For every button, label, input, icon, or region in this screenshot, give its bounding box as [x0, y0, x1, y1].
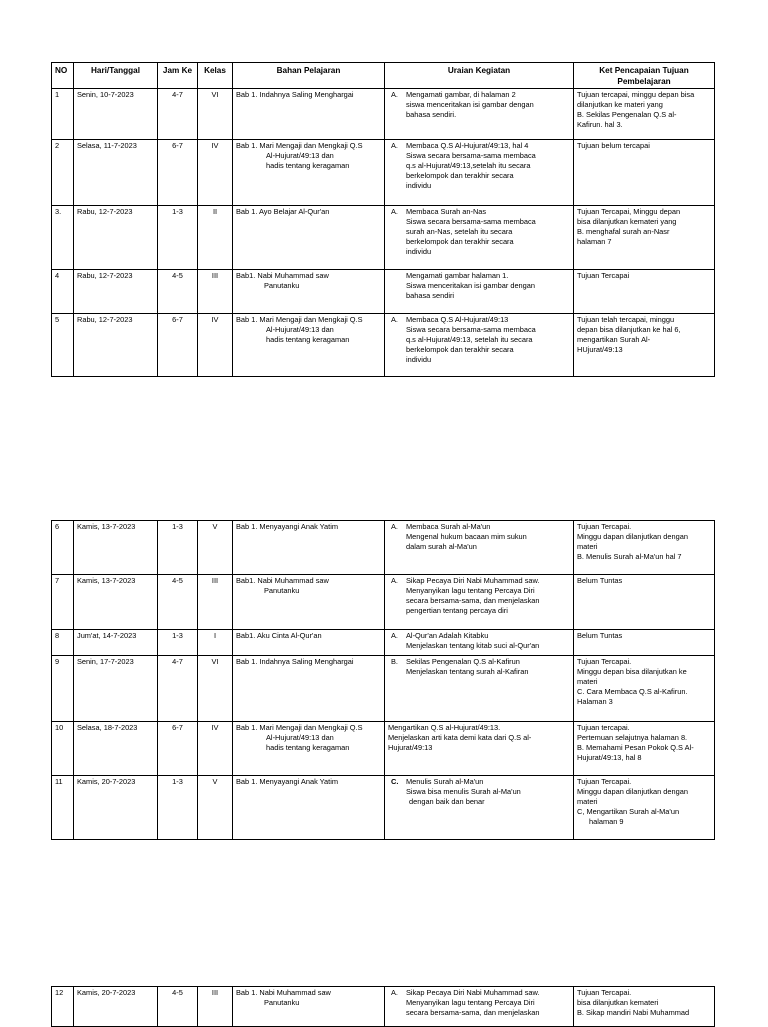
bahan-line: Panutanku	[264, 281, 300, 290]
uraian-line: Siswa menceritakan isi gambar dengan	[406, 281, 535, 290]
cell-kelas: IV	[198, 314, 233, 377]
header-hari-tanggal: Hari/Tanggal	[74, 63, 158, 89]
ket-line: Minggu depan bisa dilanjutkan ke	[577, 667, 687, 676]
uraian-line: dalam surah al-Ma'un	[406, 542, 477, 551]
cell-bahan	[233, 575, 385, 630]
uraian-marker: A.	[391, 576, 398, 585]
cell-ket	[574, 575, 715, 630]
cell-uraian	[385, 776, 574, 840]
uraian-marker: A.	[391, 141, 398, 150]
uraian-marker: A.	[391, 207, 398, 216]
cell-kelas: IV	[198, 722, 233, 776]
cell-kelas: II	[198, 206, 233, 270]
ket-line: materi	[577, 542, 598, 551]
bahan-line: Bab 1. Menyayangi Anak Yatim	[236, 522, 339, 531]
uraian-line: Menjelaskan tentang kitab suci al-Qur'an	[406, 641, 540, 650]
cell-bahan	[233, 89, 385, 140]
cell-jam: 1-3	[158, 630, 198, 656]
bahan-line: Bab 1. Nabi Muhammad saw	[236, 988, 331, 997]
table-row	[52, 521, 715, 575]
header-kelas: Kelas	[198, 63, 233, 89]
uraian-line: Menyanyikan lagu tentang Percaya Diri	[406, 998, 535, 1007]
uraian-marker	[388, 271, 406, 301]
uraian-line: individu	[406, 247, 432, 256]
uraian-line: berkelompok dan terakhir secara	[406, 345, 514, 354]
bahan-line: Al-Hujurat/49:13 dan	[266, 325, 334, 334]
ket-line: Halaman 3	[577, 697, 613, 706]
table-row	[52, 630, 715, 656]
cell-jam: 4-7	[158, 89, 198, 140]
table-row	[52, 722, 715, 776]
bahan-line: Bab 1. Indahnya Saling Menghargai	[236, 657, 354, 666]
cell-no: 6	[52, 521, 74, 575]
cell-no: 2	[52, 140, 74, 206]
cell-jam: 4-7	[158, 656, 198, 722]
uraian-line: Sikap Pecaya Diri Nabi Muhammad saw.	[406, 988, 540, 997]
cell-bahan	[233, 630, 385, 656]
ket-line: B. Sekilas Pengenalan Q.S al-	[577, 110, 677, 119]
bahan-line: Bab1. Aku Cinta Al-Qur'an	[236, 631, 322, 640]
cell-ket	[574, 987, 715, 1027]
table-row	[52, 776, 715, 840]
bahan-line: Bab 1. Mari Mengaji dan Mengkaji Q.S	[236, 723, 363, 732]
cell-kelas: III	[198, 575, 233, 630]
uraian-line: berkelompok dan terakhir secara	[406, 171, 514, 180]
uraian-item	[388, 777, 570, 807]
cell-hari: Rabu, 12-7-2023	[74, 270, 158, 314]
uraian-item	[388, 576, 570, 616]
cell-kelas: V	[198, 776, 233, 840]
uraian-line: Membaca Surah an-Nas	[406, 207, 487, 216]
ket-line: Tujuan Tercapai	[577, 271, 630, 280]
uraian-line: individu	[406, 355, 432, 364]
bahan-line: hadis tentang keragaman	[266, 161, 350, 170]
ket-line: Minggu dapan dilanjutkan dengan	[577, 787, 688, 796]
ket-line: halaman 7	[577, 237, 612, 246]
ket-line: Belum Tuntas	[577, 576, 623, 585]
ket-line: Kafirun. hal 3.	[577, 120, 623, 129]
cell-no: 12	[52, 987, 74, 1027]
cell-no: 4	[52, 270, 74, 314]
cell-bahan	[233, 722, 385, 776]
cell-jam: 6-7	[158, 140, 198, 206]
uraian-line: secara bersama-sama, dan menjelaskan	[406, 596, 540, 605]
uraian-line: Siswa secara bersama-sama membaca	[406, 151, 536, 160]
cell-ket	[574, 206, 715, 270]
ket-line: Tujuan Tercapai.	[577, 988, 632, 997]
cell-ket	[574, 722, 715, 776]
ket-line: halaman 9	[589, 817, 624, 826]
ket-line: bisa dilanjutkan kemateri	[577, 998, 659, 1007]
table-row	[52, 314, 715, 377]
table-row	[52, 206, 715, 270]
cell-hari: Rabu, 12-7-2023	[74, 206, 158, 270]
cell-uraian	[385, 270, 574, 314]
cell-jam: 6-7	[158, 722, 198, 776]
uraian-line: bahasa sendiri.	[406, 110, 457, 119]
cell-uraian	[385, 630, 574, 656]
bahan-line: hadis tentang keragaman	[266, 335, 350, 344]
cell-no: 7	[52, 575, 74, 630]
cell-uraian	[385, 987, 574, 1027]
cell-bahan	[233, 776, 385, 840]
cell-hari: Selasa, 18-7-2023	[74, 722, 158, 776]
cell-ket	[574, 270, 715, 314]
ket-line: Belum Tuntas	[577, 631, 623, 640]
cell-jam: 6-7	[158, 314, 198, 377]
uraian-item	[388, 315, 570, 365]
ket-line: bisa dilanjutkan kemateri yang	[577, 217, 677, 226]
bahan-line: Bab 1. Menyayangi Anak Yatim	[236, 777, 339, 786]
cell-no: 10	[52, 722, 74, 776]
bahan-line: hadis tentang keragaman	[266, 743, 350, 752]
uraian-line: Menjelaskan tentang surah al-Kafiran	[406, 667, 529, 676]
ket-line: Hujurat/49:13, hal 8	[577, 753, 642, 762]
ket-line: mengartikan Surah Al-	[577, 335, 651, 344]
cell-ket	[574, 776, 715, 840]
ket-line: C, Mengartikan Surah al-Ma'un	[577, 807, 680, 816]
uraian-marker: B.	[391, 657, 398, 666]
ket-line: Tujuan telah tercapai, minggu	[577, 315, 675, 324]
cell-ket	[574, 656, 715, 722]
uraian-line: Mengartikan Q.S al-Hujurat/49:13.	[388, 723, 501, 732]
cell-hari: Selasa, 11-7-2023	[74, 140, 158, 206]
ket-line: materi	[577, 677, 598, 686]
uraian-line: Membaca Q.S Al-Hujurat/49:13	[406, 315, 509, 324]
header-uraian-kegiatan: Uraian Kegiatan	[385, 63, 574, 89]
ket-line: Tujuan Tercapai.	[577, 777, 632, 786]
ket-line: Tujuan belum tercapai	[577, 141, 650, 150]
uraian-line: individu	[406, 181, 432, 190]
bahan-line: Panutanku	[264, 998, 300, 1007]
uraian-line: Hujurat/49:13	[388, 743, 433, 752]
cell-no: 5	[52, 314, 74, 377]
cell-ket	[574, 630, 715, 656]
journal-table-page-1	[51, 62, 715, 377]
uraian-line: Siswa bisa menulis Surah al-Ma'un	[406, 787, 521, 796]
cell-bahan	[233, 987, 385, 1027]
ket-line: Pertemuan selajutnya halaman 8.	[577, 733, 688, 742]
bahan-line: Panutanku	[264, 586, 300, 595]
cell-hari: Senin, 17-7-2023	[74, 656, 158, 722]
cell-no: 11	[52, 776, 74, 840]
uraian-line: Membaca Q.S Al-Hujurat/49:13, hal 4	[406, 141, 529, 150]
cell-bahan	[233, 656, 385, 722]
uraian-line: pengertian tentang percaya diri	[406, 606, 508, 615]
uraian-line: Al-Qur'an Adalah Kitabku	[406, 631, 489, 640]
ket-line: B. menghafal surah an-Nasr	[577, 227, 670, 236]
uraian-line: Membaca Surah al-Ma'un	[406, 522, 491, 531]
cell-hari: Kamis, 13-7-2023	[74, 521, 158, 575]
ket-line: Tujuan Tercapai, Minggu depan	[577, 207, 681, 216]
uraian-item	[388, 657, 570, 677]
uraian-marker: C.	[391, 777, 399, 786]
cell-uraian	[385, 314, 574, 377]
uraian-line: Mengenal hukum bacaan mim sukun	[406, 532, 527, 541]
cell-kelas: VI	[198, 656, 233, 722]
cell-jam: 4-5	[158, 987, 198, 1027]
journal-table-page-2	[51, 520, 715, 840]
uraian-line: Siswa secara bersama-sama membaca	[406, 217, 536, 226]
uraian-item	[388, 141, 570, 191]
bahan-line: Bab1. Nabi Muhammad saw	[236, 576, 329, 585]
header-bahan-pelajaran: Bahan Pelajaran	[233, 63, 385, 89]
ket-line: Tujuan tercapai, minggu depan bisa	[577, 90, 695, 99]
cell-bahan	[233, 206, 385, 270]
uraian-line: q.s al-Hujurat/49:13,setelah itu secara	[406, 161, 531, 170]
table-row	[52, 987, 715, 1027]
uraian-line: Siswa secara bersama-sama membaca	[406, 325, 536, 334]
uraian-line: berkelompok dan terakhir secara	[406, 237, 514, 246]
cell-bahan	[233, 521, 385, 575]
uraian-line: siswa menceritakan isi gambar dengan	[406, 100, 534, 109]
uraian-marker: A.	[391, 988, 398, 997]
cell-bahan	[233, 270, 385, 314]
uraian-line: Sikap Pecaya Diri Nabi Muhammad saw.	[406, 576, 540, 585]
cell-uraian	[385, 206, 574, 270]
uraian-line: Menyanyikan lagu tentang Percaya Diri	[406, 586, 535, 595]
ket-line: Minggu dapan dilanjutkan dengan	[577, 532, 688, 541]
cell-kelas: III	[198, 270, 233, 314]
uraian-marker: A.	[391, 522, 398, 531]
uraian-item	[388, 522, 570, 552]
bahan-line: Al-Hujurat/49:13 dan	[266, 733, 334, 742]
cell-uraian	[385, 521, 574, 575]
uraian-line: dengan baik dan benar	[409, 797, 485, 806]
cell-uraian	[385, 722, 574, 776]
uraian-line: Mengamati gambar halaman 1.	[406, 271, 509, 280]
uraian-marker: A.	[391, 631, 398, 640]
bahan-line: Bab 1. Mari Mengaji dan Mengkaji Q.S	[236, 315, 363, 324]
cell-ket	[574, 140, 715, 206]
journal-table-page-3	[51, 986, 715, 1027]
header-jam-ke: Jam Ke	[158, 63, 198, 89]
cell-kelas: VI	[198, 89, 233, 140]
cell-jam: 1-3	[158, 776, 198, 840]
cell-uraian	[385, 656, 574, 722]
cell-ket	[574, 89, 715, 140]
table-row	[52, 140, 715, 206]
uraian-line: bahasa sendiri	[406, 291, 455, 300]
cell-ket	[574, 521, 715, 575]
ket-line: B. Memahami Pesan Pokok Q.S Al-	[577, 743, 694, 752]
ket-line: dilanjutkan ke materi yang	[577, 100, 663, 109]
table-row	[52, 89, 715, 140]
cell-kelas: III	[198, 987, 233, 1027]
ket-line: depan bisa dilanjutkan ke hal 6,	[577, 325, 681, 334]
table-row	[52, 270, 715, 314]
ket-line: C. Cara Membaca Q.S al-Kafirun.	[577, 687, 688, 696]
bahan-line: Bab 1. Indahnya Saling Menghargai	[236, 90, 354, 99]
ket-line: Tujuan Tercapai.	[577, 522, 632, 531]
uraian-line: surah an-Nas, setelah itu secara	[406, 227, 513, 236]
cell-hari: Kamis, 20-7-2023	[74, 987, 158, 1027]
cell-no: 9	[52, 656, 74, 722]
cell-jam: 4-5	[158, 575, 198, 630]
uraian-marker: A.	[391, 90, 398, 99]
cell-no: 1	[52, 89, 74, 140]
cell-uraian	[385, 575, 574, 630]
cell-ket	[574, 314, 715, 377]
ket-line: Tujuan tercapai.	[577, 723, 630, 732]
ket-line: B. Sikap mandiri Nabi Muhammad	[577, 1008, 690, 1017]
uraian-line: secara bersama-sama, dan menjelaskan	[406, 1008, 540, 1017]
cell-jam: 1-3	[158, 206, 198, 270]
uraian-line: Mengamati gambar, di halaman 2	[406, 90, 516, 99]
bahan-line: Bab1. Nabi Muhammad saw	[236, 271, 329, 280]
cell-bahan	[233, 314, 385, 377]
bahan-line: Bab 1. Ayo Belajar Al-Qur'an	[236, 207, 330, 216]
cell-hari: Rabu, 12-7-2023	[74, 314, 158, 377]
uraian-item	[388, 631, 570, 651]
ket-line: B. Menulis Surah al-Ma'un hal 7	[577, 552, 682, 561]
cell-kelas: V	[198, 521, 233, 575]
header-ket-pencapaian: Ket Pencapaian Tujuan Pembelajaran	[574, 63, 715, 89]
cell-bahan	[233, 140, 385, 206]
cell-uraian	[385, 140, 574, 206]
cell-hari: Kamis, 13-7-2023	[74, 575, 158, 630]
uraian-line: Menjelaskan arti kata demi kata dari Q.S al-	[388, 733, 532, 742]
uraian-line: Menulis Surah al-Ma'un	[406, 777, 484, 786]
ket-line: Tujuan Tercapai.	[577, 657, 632, 666]
uraian-item	[388, 207, 570, 257]
bahan-line: Al-Hujurat/49:13 dan	[266, 151, 334, 160]
uraian-marker: A.	[391, 315, 398, 324]
table-row	[52, 575, 715, 630]
uraian-item	[388, 271, 570, 301]
bahan-line: Bab 1. Mari Mengaji dan Mengkaji Q.S	[236, 141, 363, 150]
cell-uraian	[385, 89, 574, 140]
table-header-row	[52, 63, 715, 89]
uraian-line: q.s al-Hujurat/49:13, setelah itu secara	[406, 335, 533, 344]
ket-line: HUjurat/49:13	[577, 345, 623, 354]
cell-no: 8	[52, 630, 74, 656]
cell-hari: Jum'at, 14-7-2023	[74, 630, 158, 656]
cell-kelas: IV	[198, 140, 233, 206]
ket-line: materi	[577, 797, 598, 806]
cell-jam: 4-5	[158, 270, 198, 314]
cell-hari: Kamis, 20-7-2023	[74, 776, 158, 840]
uraian-item	[388, 90, 570, 120]
uraian-item	[388, 988, 570, 1018]
table-row	[52, 656, 715, 722]
cell-hari: Senin, 10-7-2023	[74, 89, 158, 140]
cell-kelas: I	[198, 630, 233, 656]
cell-jam: 1-3	[158, 521, 198, 575]
header-no: NO	[52, 63, 74, 89]
cell-no: 3.	[52, 206, 74, 270]
uraian-line: Sekilas Pengenalan Q.S al-Kafirun	[406, 657, 520, 666]
